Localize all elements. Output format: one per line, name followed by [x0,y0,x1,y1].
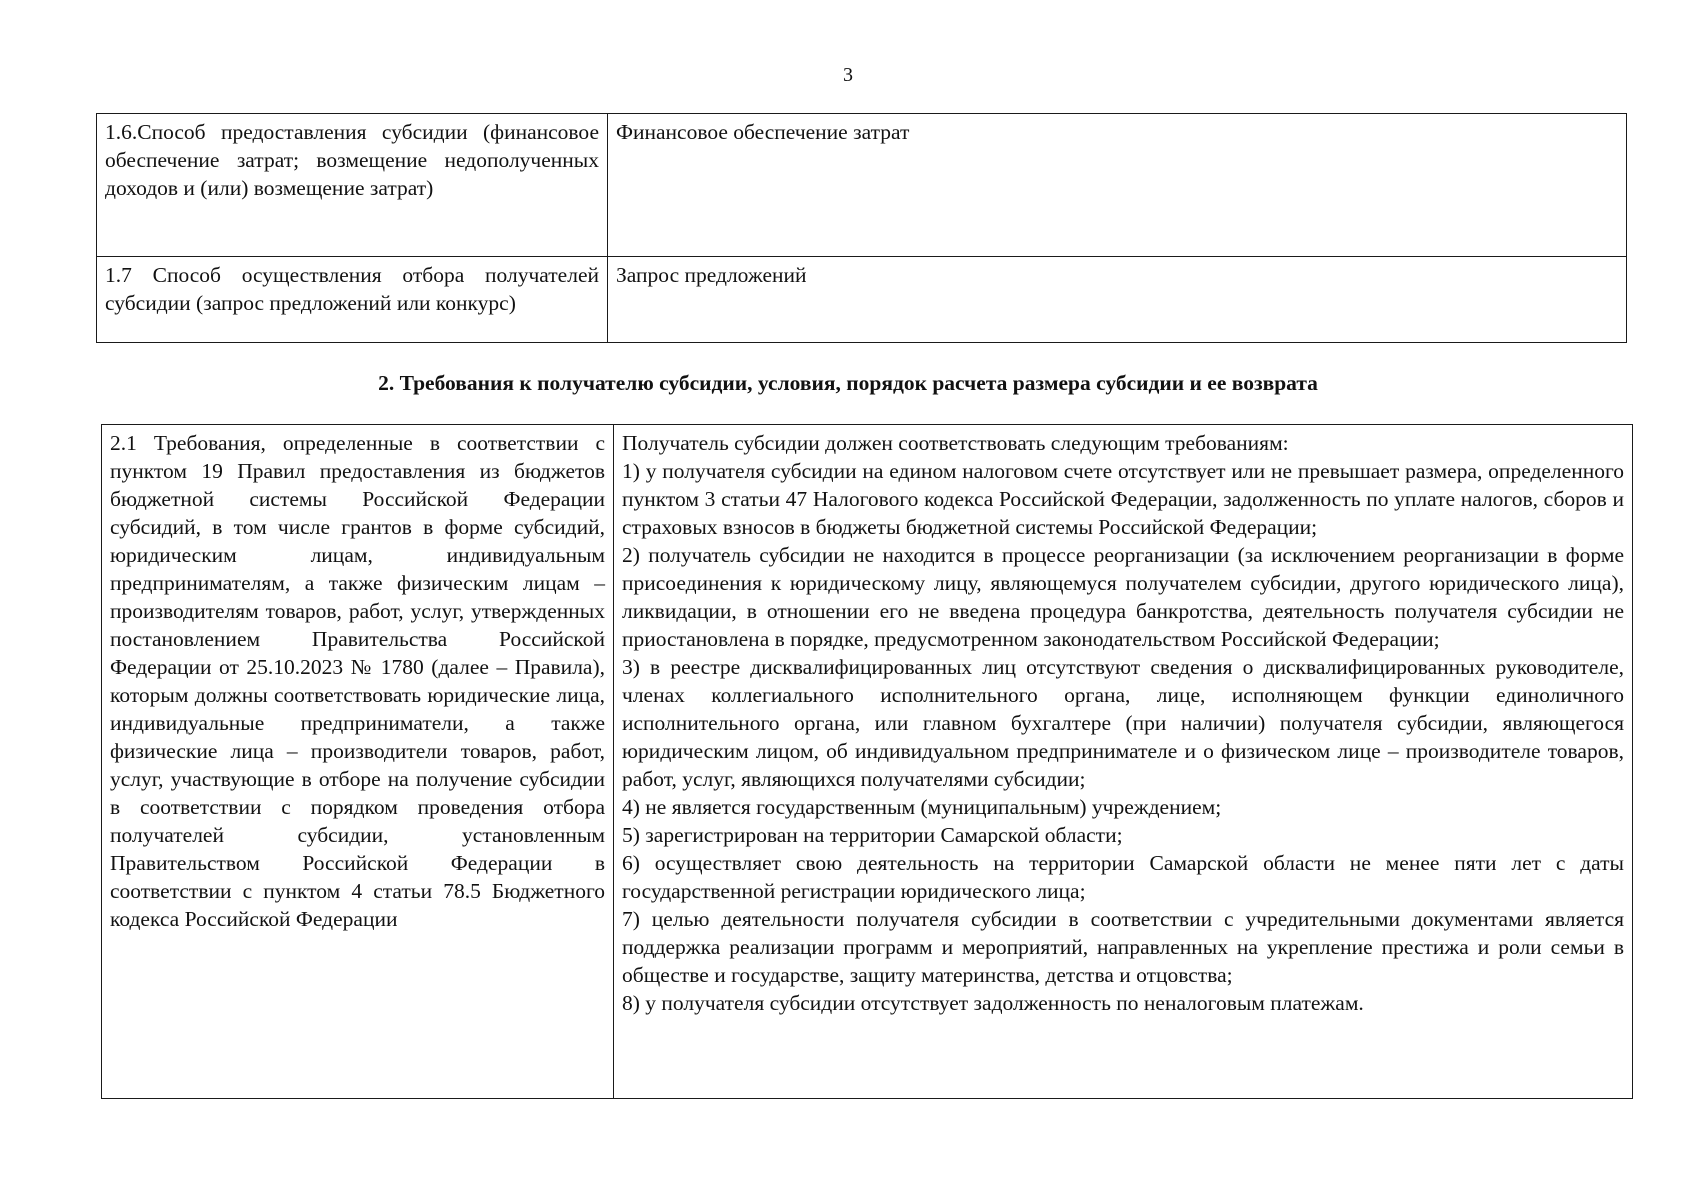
requirements-list [614,425,1633,1099]
section-heading: 2. Требования к получателю субсидии, условия, порядок расчета размера субсидии и ее возврата [378,371,1318,395]
requirement-item: 2) получатель субсидии не находится в процессе реорганизации (за исключением реорганизации в форме присоединения к юридическому лицу, являющемуся получателем субсидии, другого юридического лица), ликвидации, в отношении его не введена процедура банкротства, деятельность получателя субсидии не приостановлена в порядке, предусмотренном законодательством Российской Федерации; [622,543,1624,651]
requirement-item: 3) в реестре дисквалифицированных лиц отсутствуют сведения о дисквалифицированных руководителе, членах коллегиального исполнительного органа, лице, исполняющем функции единоличного исполнительного органа, или главном бухгалтере (при наличии) получателя субсидии, являющегося юридическим лицом, об индивидуальном предпринимателе и о физическом лице – производителе товаров, работ, услуг, являющихся получателями субсидии; [622,655,1624,791]
table-row [97,257,1627,343]
requirement-item: 7) целью деятельности получателя субсидии в соответствии с учредительными документами является поддержка реализации программ и мероприятий, направленных на укрепление престижа и роли семьи в обществе и государстве, защиту материнства, детства и отцовства; [622,907,1624,987]
row-value-1-6: Финансовое обеспечение затрат [608,114,1627,257]
requirements-intro: Получатель субсидии должен соответствовать следующим требованиям: [622,431,1289,455]
requirement-item: 5) зарегистрирован на территории Самарской области; [622,823,1123,847]
row-label-1-7: 1.7 Способ осуществления отбора получателей субсидии (запрос предложений или конкурс) [97,257,608,343]
row-label-1-6: 1.6.Способ предоставления субсидии (финансовое обеспечение затрат; возмещение недополученных доходов и (или) возмещение затрат) [97,114,608,257]
requirement-item: 6) осуществляет свою деятельность на территории Самарской области не менее пяти лет с даты государственной регистрации юридического лица; [622,851,1624,903]
subsidy-method-table [96,113,1627,343]
requirement-item: 8) у получателя субсидии отсутствует задолженность по неналоговым платежам. [622,991,1364,1015]
table-row [102,425,1633,1099]
requirements-table [101,424,1633,1099]
table-row [97,114,1627,257]
row-value-1-7: Запрос предложений [608,257,1627,343]
requirement-item: 4) не является государственным (муниципальным) учреждением; [622,795,1222,819]
row-label-2-1: 2.1 Требования, определенные в соответствии с пунктом 19 Правил предоставления из бюджетов бюджетной системы Российской Федерации субсидий, в том числе грантов в форме субсидий, юридическим лицам, индивидуальным предпринимателям, а также физическим лицам – производителям товаров, работ, услуг, утвержденных постановлением Правительства Российской Федерации от 25.10.2023 № 1780 (далее – Правила), которым должны соответствовать юридические лица, индивидуальные предприниматели, а также физические лица – производители товаров, работ, услуг, участвующие в отборе на получение субсидии в соответствии с порядком проведения отбора получателей субсидии, установленным Правительством Российской Федерации в соответствии с пунктом 4 статьи 78.5 Бюджетного кодекса Российской Федерации [102,425,614,1099]
requirement-item: 1) у получателя субсидии на едином налоговом счете отсутствует или не превышает размера, определенного пунктом 3 статьи 47 Налогового кодекса Российской Федерации, задолженность по уплате налогов, сборов и страховых взносов в бюджеты бюджетной системы Российской Федерации; [622,459,1624,539]
page-number: 3 [843,64,853,86]
